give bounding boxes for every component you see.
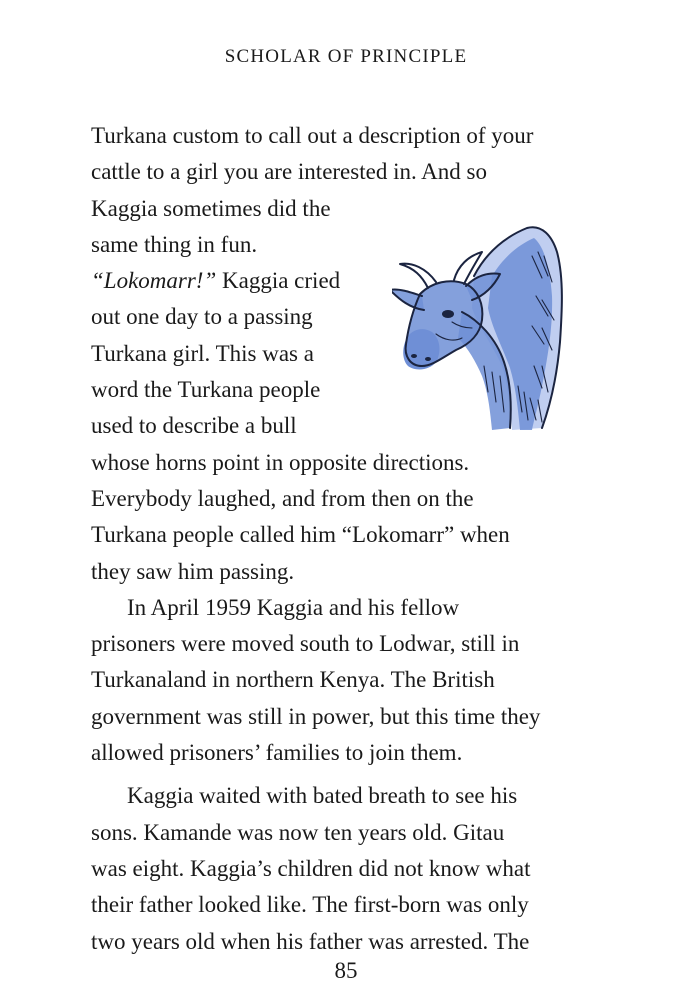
text-line: prisoners were moved south to Lodwar, still in <box>91 631 520 657</box>
text-line: Turkana people called him “Lokomarr” when <box>91 522 510 548</box>
paragraph-gap <box>91 771 611 778</box>
text-line: their father looked like. The first-born was only <box>91 892 529 918</box>
text-line: same thing in fun. <box>91 231 258 257</box>
text-line: out one day to a passing <box>91 304 313 330</box>
bull-nostril <box>425 357 431 361</box>
bull-eye <box>442 310 454 318</box>
paragraph-first-line: In April 1959 Kaggia and his fellow <box>127 594 460 620</box>
text-line: sons. Kamande was now ten years old. Gitau <box>91 819 505 845</box>
bull-illustration-icon <box>392 216 570 440</box>
text-line: cattle to a girl you are interested in. And so <box>91 159 487 185</box>
bull-nostril <box>411 354 417 358</box>
italic-quote: “Lokomarr!” <box>91 268 217 294</box>
text-line: Turkana custom to call out a description of your <box>91 123 534 148</box>
page-number: 85 <box>334 958 358 983</box>
text-line: they saw him passing. <box>91 558 295 584</box>
text-line: used to describe a bull <box>91 413 297 439</box>
running-head: SCHOLAR OF PRINCIPLE <box>224 46 468 67</box>
text-line: whose horns point in opposite directions. <box>91 449 470 475</box>
text-line: Turkanaland in northern Kenya. The British <box>91 667 495 693</box>
text-line: Everybody laughed, and from then on the <box>91 485 474 511</box>
text-line: two years old when his father was arrested. The <box>91 928 530 954</box>
paragraph-first-line: Kaggia waited with bated breath to see his <box>127 783 518 809</box>
text-line: Kaggia sometimes did the <box>91 195 331 221</box>
text-line: Turkana girl. This was a <box>91 340 314 366</box>
text-line: word the Turkana people <box>91 377 321 403</box>
text-line: was eight. Kaggia’s children did not know what <box>91 855 531 881</box>
text-fragment: Kaggia cried <box>216 268 341 294</box>
text-line: government was still in power, but this time they <box>91 703 541 729</box>
text-line: allowed prisoners’ families to join them. <box>91 740 463 766</box>
